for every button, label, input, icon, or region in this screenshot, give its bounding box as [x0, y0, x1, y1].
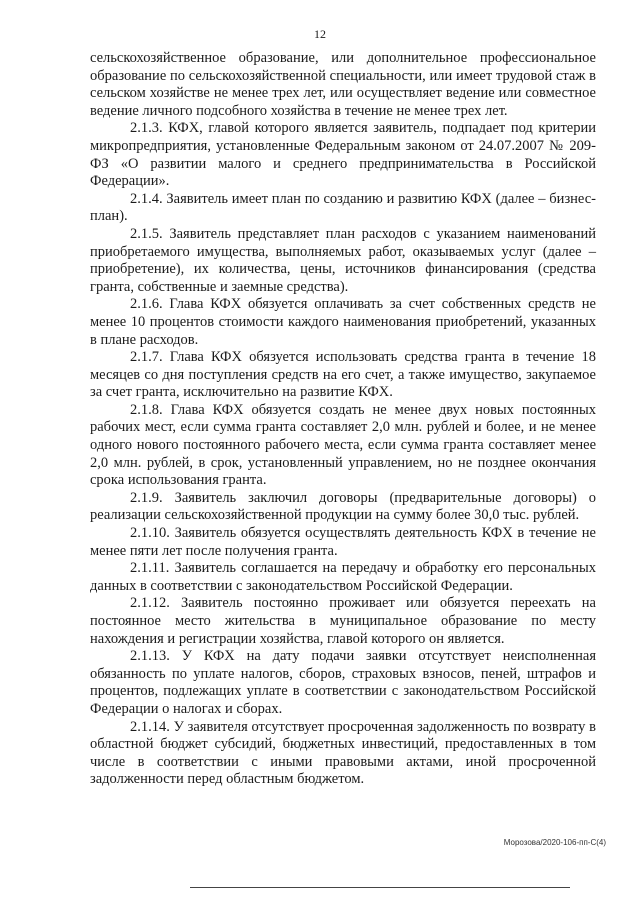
footer-divider — [190, 887, 570, 888]
page-number: 12 — [314, 27, 326, 41]
paragraph-2-1-13: 2.1.13. У КФХ на дату подачи заявки отсутствует неисполненная обязанность по уплате налогов, сборов, страховых взносов, пеней, штрафов и процентов, подлежащих уплате в соответствии с законодательством Российской Федерации о налогах и сборах. — [90, 648, 596, 717]
paragraph-continuation: сельскохозяйственное образование, или дополнительное профессиональное образование по сельскохозяйственной специальности, или имеет трудовой стаж в сельском хозяйстве не менее трех лет, или осуществляет ведение или совместное ведение личного подсобного хозяйства в течение не менее трех лет. — [90, 50, 596, 119]
paragraph-2-1-5: 2.1.5. Заявитель представляет план расходов с указанием наименований приобретаемого имущества, выполняемых работ, оказываемых услуг (далее – приобретение), их количества, цены, источников финансирования (средства гранта, собственные и заемные средства). — [90, 225, 596, 295]
paragraph-2-1-11: 2.1.11. Заявитель соглашается на передачу и обработку его персональных данных в соответствии с законодательством Российской Федерации. — [90, 560, 596, 594]
paragraph-2-1-8: 2.1.8. Глава КФХ обязуется создать не менее двух новых постоянных рабочих мест, если сумма гранта составляет 2,0 млн. рублей и более, и не менее одного нового постоянного рабочего места, если сумма гранта составляет менее 2,0 млн. рублей, в срок, установленный управлением, но не позднее окончания срока использования гранта. — [90, 401, 596, 489]
paragraph-2-1-6: 2.1.6. Глава КФХ обязуется оплачивать за счет собственных средств не менее 10 процентов стоимости каждого наименования приобретений, указанных в плане расходов. — [90, 296, 596, 348]
document-body — [90, 50, 596, 789]
paragraph-2-1-7: 2.1.7. Глава КФХ обязуется использовать средства гранта в течение 18 месяцев со дня поступления средств на его счет, а также имущество, закупаемое за счет гранта, исключительно на развитие КФХ. — [90, 349, 596, 401]
footer-document-code: Морозова/2020-106-пп-С(4) — [503, 838, 606, 847]
paragraph-2-1-4: 2.1.4. Заявитель имеет план по созданию и развитию КФХ (далее – бизнес-план). — [90, 190, 596, 225]
paragraph-2-1-12: 2.1.12. Заявитель постоянно проживает или обязуется переехать на постоянное место жительства в муниципальное образование по месту нахождения и регистрации хозяйства, главой которого он является. — [90, 595, 596, 647]
paragraph-2-1-3: 2.1.3. КФХ, главой которого является заявитель, подпадает под критерии микропредприятия, установленные Федеральным законом от 24.07.2007 № 209-ФЗ «О развитии малого и среднего предпринимательства в Российской Федерации». — [90, 120, 596, 190]
paragraph-2-1-9: 2.1.9. Заявитель заключил договоры (предварительные договоры) о реализации сельскохозяйственной продукции на сумму более 30,0 тыс. рублей. — [90, 489, 596, 524]
paragraph-2-1-10: 2.1.10. Заявитель обязуется осуществлять деятельность КФХ в течение не менее пяти лет после получения гранта. — [90, 525, 596, 559]
paragraph-2-1-14: 2.1.14. У заявителя отсутствует просроченная задолженность по возврату в областной бюджет субсидий, бюджетных инвестиций, предоставленных в том числе в соответствии с иными правовыми актами, иной просроченной задолженности перед областным бюджетом. — [90, 718, 596, 788]
